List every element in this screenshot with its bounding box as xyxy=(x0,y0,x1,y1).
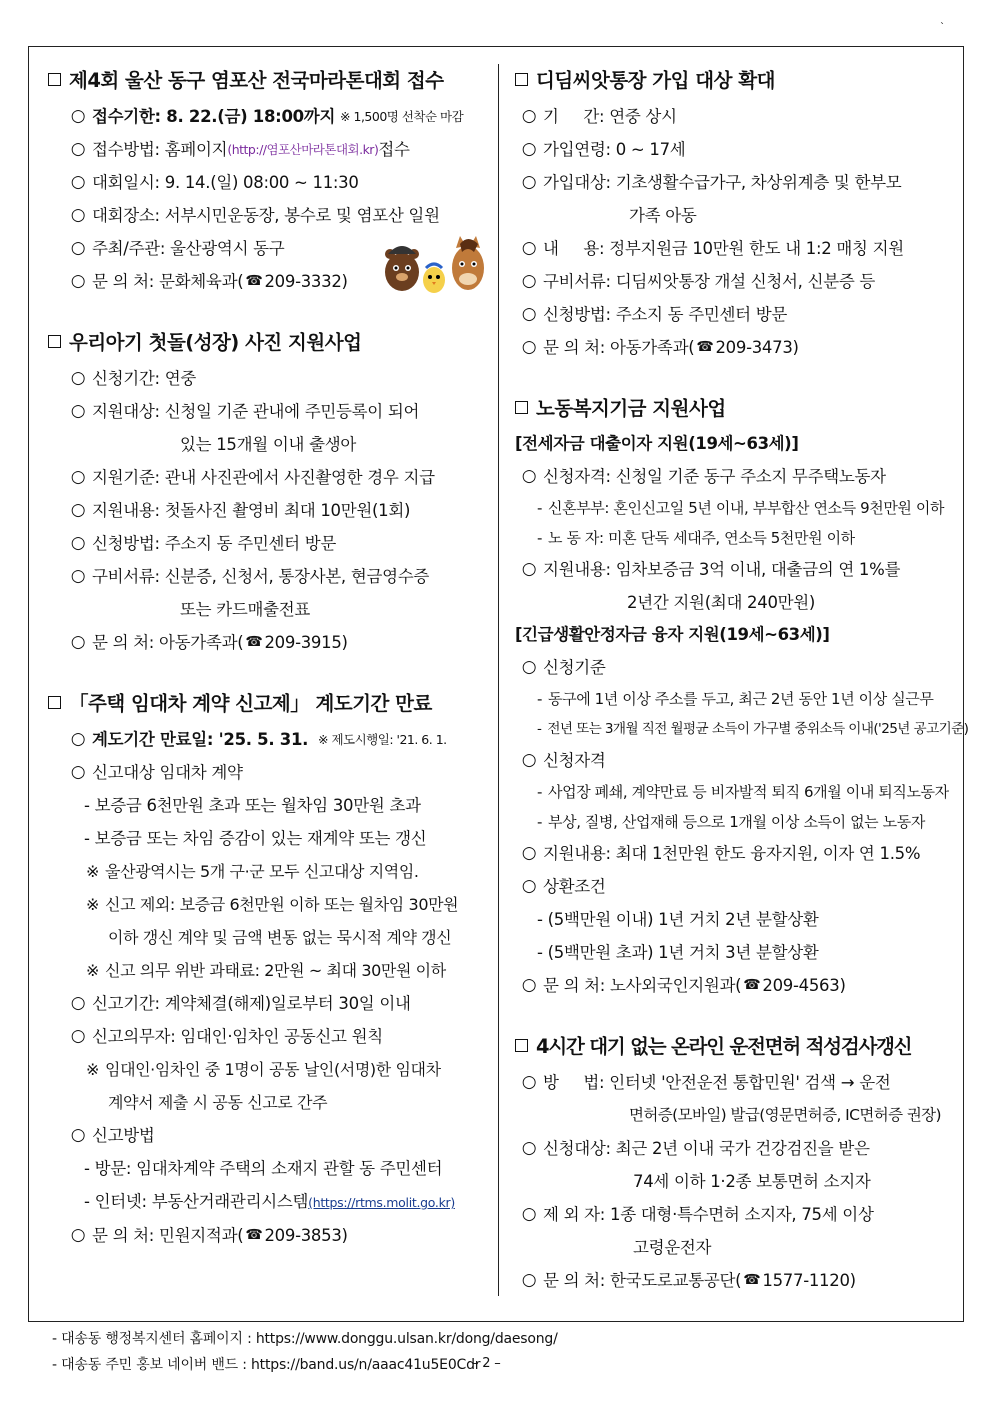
item-method-cont: 면허증(모바일) 발급(영문면허증, IC면허증 권장) xyxy=(629,1106,942,1124)
circle-bullet-icon: ○ xyxy=(70,271,86,291)
dash-item: - 부상, 질병, 산업재해 등으로 1개월 이상 소득이 없는 노동자 xyxy=(537,813,925,831)
page-number: – 2 – xyxy=(472,1356,501,1371)
dash-item: - 방문: 임대차계약 주택의 소재지 관할 동 주민센터 xyxy=(84,1159,443,1178)
circle-bullet-icon: ○ xyxy=(521,876,537,896)
item-obligor: ○ 신고의무자: 임대인·임차인 공동신고 원칙 xyxy=(48,1020,494,1053)
circle-bullet-icon: ○ xyxy=(521,1204,537,1224)
telephone-icon: ☎ xyxy=(743,977,761,993)
item-target: ○ 신고대상 임대차 계약 xyxy=(48,756,494,789)
note-item: ※ 신고 제외: 보증금 6천만원 이하 또는 월차임 30만원 xyxy=(86,895,459,914)
item-contact: ○ 문 의 처: 한국도로교통공단( ☎ 1577-1120) xyxy=(515,1264,947,1297)
item-contact: ○ 문 의 처: 민원지적과( ☎ 209-3853) xyxy=(48,1219,494,1252)
circle-bullet-icon: ○ xyxy=(70,172,86,192)
note-item-cont: 이하 갱신 계약 및 금액 변동 없는 묵시적 계약 갱신 xyxy=(108,928,452,947)
item-docs-cont: 또는 카드매출전표 xyxy=(180,600,311,619)
item-method: ○ 접수방법: 홈페이지 (http://염포산마라톤대회.kr) 접수 xyxy=(48,133,494,166)
circle-bullet-icon: ○ xyxy=(521,106,537,126)
circle-bullet-icon: ○ xyxy=(521,139,537,159)
item-excluded-cont: 고령운전자 xyxy=(633,1238,712,1257)
telephone-icon: ☎ xyxy=(245,1227,263,1243)
item-qualification2: ○ 신청자격 xyxy=(515,744,947,777)
item-apply: ○ 신청방법: 주소지 동 주민센터 방문 xyxy=(515,298,947,331)
circle-bullet-icon: ○ xyxy=(70,500,86,520)
mascot-illustration xyxy=(382,232,490,298)
item-deadline: ○ 접수기한: 8. 22.(금) 18:00까지 ※ 1,500명 선착순 마감 xyxy=(48,100,494,133)
section-title: 4시간 대기 없는 온라인 운전면허 적성검사갱신 xyxy=(515,1032,947,1062)
item-content2: ○ 지원내용: 최대 1천만원 한도 융자지원, 이자 연 1.5% xyxy=(515,837,947,870)
section-title: 노동복지기금 지원사업 xyxy=(515,394,947,424)
circle-bullet-icon: ○ xyxy=(70,993,86,1013)
dash-item: - (5백만원 초과) 1년 거치 3년 분할상환 xyxy=(537,943,819,962)
circle-bullet-icon: ○ xyxy=(70,566,86,586)
item-place: ○ 대회장소: 서부시민운동장, 봉수로 및 염포산 일원 xyxy=(48,199,494,232)
section-title: 디딤씨앗통장 가입 대상 확대 xyxy=(515,66,947,96)
item-apply: ○ 신청방법: 주소지 동 주민센터 방문 xyxy=(48,527,494,560)
note-item-cont: 계약서 제출 시 공동 신고로 간주 xyxy=(108,1093,328,1112)
circle-bullet-icon: ○ xyxy=(70,467,86,487)
telephone-icon: ☎ xyxy=(743,1272,761,1288)
bear-mascot-icon xyxy=(385,246,419,291)
circle-bullet-icon: ○ xyxy=(521,1072,537,1092)
item-age: ○ 가입연령: 0 ~ 17세 xyxy=(515,133,947,166)
item-criteria: ○ 신청기준 xyxy=(515,651,947,684)
item-contact: ○ 문 의 처: 노사외국인지원과( ☎ 209-4563) xyxy=(515,969,947,1002)
item-docs: ○ 구비서류: 디딤씨앗통장 개설 신청서, 신분증 등 xyxy=(515,265,947,298)
section-driver-license xyxy=(515,1032,947,1297)
circle-bullet-icon: ○ xyxy=(521,271,537,291)
dash-item: - 신혼부부: 혼인신고일 5년 이내, 부부합산 연소득 9천만원 이하 xyxy=(537,499,945,517)
item-criteria: ○ 지원기준: 관내 사진관에서 사진촬영한 경우 지급 xyxy=(48,461,494,494)
item-content-cont: 2년간 지원(최대 240만원) xyxy=(627,593,816,612)
item-method: ○ 방 법: 인터넷 '안전운전 통합민원' 검색 → 운전 xyxy=(515,1066,947,1099)
circle-bullet-icon: ○ xyxy=(70,1125,86,1145)
item-target: ○ 지원대상: 신청일 기준 관내에 주민등록이 되어 xyxy=(48,395,494,428)
item-contact: ○ 문 의 처: 아동가족과( ☎ 209-3915) xyxy=(48,626,494,659)
circle-bullet-icon: ○ xyxy=(521,657,537,677)
circle-bullet-icon: ○ xyxy=(70,632,86,652)
section-baby-photo xyxy=(48,328,494,659)
circle-bullet-icon: ○ xyxy=(521,304,537,324)
section-title: 「주택 임대차 계약 신고제」 계도기간 만료 xyxy=(48,689,494,719)
item-excluded: ○ 제 외 자: 1종 대형·특수면허 소지자, 75세 이상 xyxy=(515,1198,947,1231)
dash-item: - (5백만원 이내) 1년 거치 2년 분할상환 xyxy=(537,910,819,929)
item-host: ○ 주최/주관: 울산광역시 동구 xyxy=(48,232,494,265)
circle-bullet-icon: ○ xyxy=(70,368,86,388)
checkbox-icon xyxy=(48,696,61,709)
horse-mascot-icon xyxy=(452,236,484,290)
circle-bullet-icon: ○ xyxy=(521,750,537,770)
dash-item: - 보증금 또는 차임 증감이 있는 재계약 또는 갱신 xyxy=(84,829,427,848)
circle-bullet-icon: ○ xyxy=(70,139,86,159)
dash-item: - 동구에 1년 이상 주소를 두고, 최근 2년 동안 1년 이상 실근무 xyxy=(537,690,934,708)
item-qualification: ○ 신청자격: 신청일 기준 동구 주소지 무주택노동자 xyxy=(515,460,947,493)
checkbox-icon xyxy=(515,73,528,86)
circle-bullet-icon: ○ xyxy=(70,762,86,782)
rtms-link[interactable]: (https://rtms.molit.go.kr) xyxy=(308,1195,455,1210)
circle-bullet-icon: ○ xyxy=(70,729,86,749)
dash-item: - 전년 또는 3개월 직전 월평균 소득이 가구별 중위소득 이내('25년 공고기준) xyxy=(537,721,969,737)
item-content: ○ 지원내용: 임차보증금 3억 이내, 대출금의 연 1%를 xyxy=(515,553,947,586)
marathon-link[interactable]: (http://염포산마라톤대회.kr) xyxy=(227,142,379,157)
column-divider xyxy=(498,64,499,1296)
section-lease-report xyxy=(48,689,494,1252)
circle-bullet-icon: ○ xyxy=(521,172,537,192)
item-docs: ○ 구비서류: 신분증, 신청서, 통장사본, 현금영수증 xyxy=(48,560,494,593)
footer-homepage-link[interactable]: - 대송동 행정복지센터 홈페이지 : https://www.donggu.ulsan.kr/dong/daesong/ xyxy=(52,1331,558,1347)
telephone-icon: ☎ xyxy=(245,273,263,289)
footer-band-link[interactable]: - 대송동 주민 홍보 네이버 밴드 : https://band.us/n/aaac41u5E0Cdr xyxy=(52,1357,481,1373)
circle-bullet-icon: ○ xyxy=(70,106,86,126)
circle-bullet-icon: ○ xyxy=(70,238,86,258)
section-labor-welfare xyxy=(515,394,969,1002)
item-period: ○ 신청기간: 연중 xyxy=(48,362,494,395)
item-content: ○ 내 용: 정부지원금 10만원 한도 내 1:2 매칭 지원 xyxy=(515,232,947,265)
item-target-cont: 있는 15개월 이내 출생아 xyxy=(180,435,356,454)
item-date: ○ 대회일시: 9. 14.(일) 08:00 ~ 11:30 xyxy=(48,166,494,199)
subheading: [전세자금 대출이자 지원(19세~63세)] xyxy=(515,434,799,453)
circle-bullet-icon: ○ xyxy=(521,238,537,258)
item-repayment: ○ 상환조건 xyxy=(515,870,947,903)
checkbox-icon xyxy=(515,1039,528,1052)
circle-bullet-icon: ○ xyxy=(521,466,537,486)
circle-bullet-icon: ○ xyxy=(521,337,537,357)
item-target-cont: 74세 이하 1·2종 보통면허 소지자 xyxy=(633,1172,871,1191)
dash-item: - 인터넷: 부동산거래관리시스템(https://rtms.molit.go.kr) xyxy=(84,1192,455,1211)
circle-bullet-icon: ○ xyxy=(70,533,86,553)
corner-mark: ` xyxy=(940,22,945,33)
checkbox-icon xyxy=(515,401,528,414)
checkbox-icon xyxy=(48,73,61,86)
circle-bullet-icon: ○ xyxy=(70,1225,86,1245)
dash-item: - 보증금 6천만원 초과 또는 월차임 30만원 초과 xyxy=(84,796,421,815)
item-method: ○ 신고방법 xyxy=(48,1119,494,1152)
item-period: ○ 신고기간: 계약체결(해제)일로부터 30일 이내 xyxy=(48,987,494,1020)
telephone-icon: ☎ xyxy=(245,634,263,650)
circle-bullet-icon: ○ xyxy=(521,843,537,863)
checkbox-icon xyxy=(48,335,61,348)
item-contact: ○ 문 의 처: 아동가족과( ☎ 209-3473) xyxy=(515,331,947,364)
circle-bullet-icon: ○ xyxy=(70,205,86,225)
circle-bullet-icon: ○ xyxy=(70,401,86,421)
chick-mascot-icon xyxy=(423,264,445,293)
note-item: ※ 신고 의무 위반 과태료: 2만원 ~ 최대 30만원 이하 xyxy=(86,961,446,980)
item-content: ○ 지원내용: 첫돌사진 촬영비 최대 10만원(1회) xyxy=(48,494,494,527)
item-contact: ○ 문 의 처: 문화체육과( ☎ 209-3332) xyxy=(48,265,494,298)
section-title: 우리아기 첫돌(성장) 사진 지원사업 xyxy=(48,328,494,358)
section-title: 제4회 울산 동구 염포산 전국마라톤대회 접수 xyxy=(48,66,494,96)
item-target-cont: 가족 아동 xyxy=(629,206,697,225)
circle-bullet-icon: ○ xyxy=(521,1270,537,1290)
note-item: ※ 임대인·임차인 중 1명이 공동 날인(서명)한 임대차 xyxy=(86,1060,441,1079)
section-didim-account xyxy=(515,66,947,364)
item-expiry: ○ 계도기간 만료일: '25. 5. 31. ※ 제도시행일: '21. 6. 1. xyxy=(48,723,494,756)
item-target: ○ 신청대상: 최근 2년 이내 국가 건강검진을 받은 xyxy=(515,1132,947,1165)
circle-bullet-icon: ○ xyxy=(70,1026,86,1046)
item-period: ○ 기 간: 연중 상시 xyxy=(515,100,947,133)
note-item: ※ 울산광역시는 5개 구·군 모두 신고대상 지역임. xyxy=(86,862,419,881)
circle-bullet-icon: ○ xyxy=(521,1138,537,1158)
dash-item: - 노 동 자: 미혼 단독 세대주, 연소득 5천만원 이하 xyxy=(537,529,855,547)
item-target: ○ 가입대상: 기초생활수급가구, 차상위계층 및 한부모 xyxy=(515,166,947,199)
dash-item: - 사업장 폐쇄, 계약만료 등 비자발적 퇴직 6개월 이내 퇴직노동자 xyxy=(537,783,949,801)
subheading: [긴급생활안정자금 융자 지원(19세~63세)] xyxy=(515,625,830,644)
circle-bullet-icon: ○ xyxy=(521,975,537,995)
right-column xyxy=(515,66,969,1297)
circle-bullet-icon: ○ xyxy=(521,559,537,579)
telephone-icon: ☎ xyxy=(696,339,714,355)
